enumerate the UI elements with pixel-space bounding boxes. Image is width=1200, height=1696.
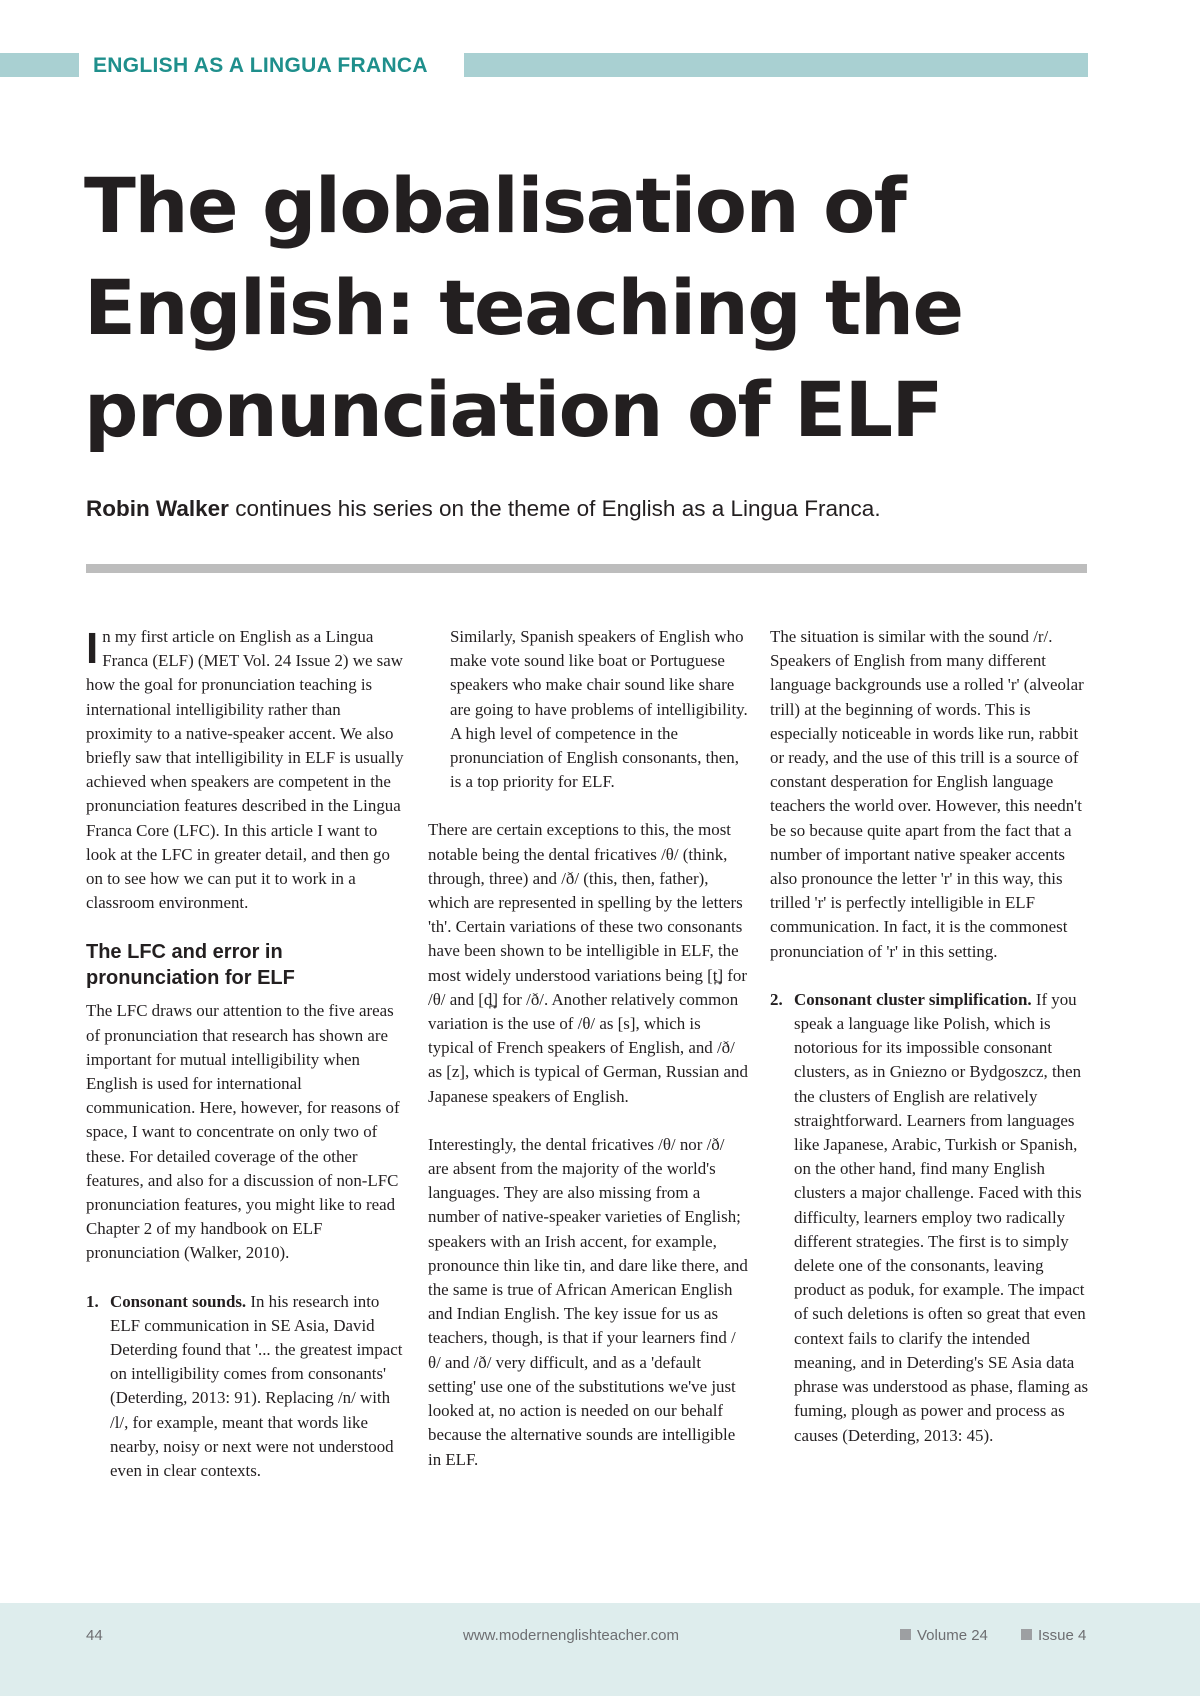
footer-url[interactable]: www.modernenglishteacher.com: [463, 1627, 679, 1644]
square-bullet-icon: [1021, 1629, 1032, 1640]
page-footer: [0, 1603, 1200, 1696]
paragraph: The LFC draws our attention to the five areas of pronunciation that research has shown are important for mutual intelligibility when English is used for international communication. Here, however, for reasons of space, I want to concentrate on only two of these. For detailed coverage of the other features, and also for a discussion of non-LFC pronunciation features, you might like to read Chapter 2 of my handbook on ELF pronunciation (Walker, 2010).: [86, 1001, 400, 1263]
volume-text: Volume 24: [917, 1627, 988, 1644]
column-3: [770, 625, 1090, 1448]
numbered-item-2: [770, 988, 1090, 1448]
drop-cap: I: [86, 624, 99, 673]
item-heading: Consonant cluster simplification.: [794, 989, 1032, 1009]
section-header-band: [0, 53, 1088, 77]
item-heading: Consonant sounds.: [110, 1291, 247, 1311]
square-bullet-icon: [900, 1629, 911, 1640]
header-band-right: [464, 53, 1088, 77]
paragraph: The situation is similar with the sound /r/. Speakers of English from many different language backgrounds use a rolled 'r' (alveolar trill) at the beginning of words. This is especially noticeable in words like run, rabbit or ready, and the use of this trill is a source of constant desperation for English language teachers the world over. However, this needn't be so because quite apart from the fact that a number of important native speaker accents also pronounce the letter 'r' in this way, this trilled 'r' is perfectly intelligible in ELF communication. In fact, it is the commonest pronunciation of 'r' in this setting.: [770, 627, 1084, 961]
paragraph: There are certain exceptions to this, the most notable being the dental fricatives /θ/ (think, through, three) and /ð/ (this, then, father), which are represented in spelling by the letters 'th'. Certain variations of these two consonants have been shown to be intelligible in ELF, the most widely understood variations being [t̪] for /θ/ and [d̪] for /ð/. Another relatively common variation is the use of /θ/ as [s], which is typical of French speakers of English, and /ð/ as [z], which is typical of German, Russian and Japanese speakers of English.: [428, 820, 748, 1106]
item-number: 1.: [86, 1291, 99, 1311]
item-text: If you speak a language like Polish, which is notorious for its impossible consonant clusters, as in Gniezno or Bydgoszcz, then the clusters of English are relatively straightforward. Learners from languages like Japanese, Arabic, Turkish or Spanish, on the other hand, find many English clusters a major challenge. Faced with this difficulty, learners employ two radically different strategies. The first is to simply delete one of the consonants, leaving product as poduk, for example. The impact of such deletions is often so great that even context fails to clarify the intended meaning, and in Deterding's SE Asia data phrase was understood as phase, flaming as fuming, plough as power and process as causes (Deterding, 2013: 45).: [794, 989, 1089, 1445]
column-1: [86, 625, 404, 1483]
byline-text: continues his series on the theme of English as a Lingua Franca.: [228, 496, 881, 521]
item-text: In his research into ELF communication in SE Asia, David Deterding found that '... the greatest impact on intelligibility comes from consonants' (Deterding, 2013: 91). Replacing /n/ with /l/, for example, meant that words like nearby, noisy or next were not understood even in clear contexts.: [110, 1291, 403, 1481]
section-label: ENGLISH AS A LINGUA FRANCA: [93, 54, 428, 77]
issue-text: Issue 4: [1038, 1627, 1087, 1644]
numbered-item-1: [86, 1290, 404, 1484]
header-band-left: [0, 53, 79, 77]
item-number: 2.: [770, 989, 783, 1009]
intro-paragraph: [86, 625, 404, 915]
footer-volume: [900, 1627, 988, 1644]
byline: [86, 496, 881, 522]
byline-author: Robin Walker: [86, 496, 229, 521]
footer-issue: [1021, 1627, 1086, 1644]
title-divider: [86, 564, 1087, 573]
page-number: 44: [86, 1627, 103, 1644]
article-title: The globalisation of English: teaching the pronunciation of ELF: [84, 161, 963, 454]
paragraph: Interestingly, the dental fricatives /θ/ nor /ð/ are absent from the majority of the world's languages. They are also missing from a number of native-speaker varieties of English; speakers with an Irish accent, for example, pronounce thin like tin, and dare like there, and the same is true of African American English and Indian English. The key issue for us as teachers, though, is that if your learners find /θ/ and /ð/ very difficult, and as a 'default setting' use one of the substitutions we've just looked at, no action is needed on our behalf because the alternative sounds are intelligible in ELF.: [428, 1134, 748, 1469]
subheading: The LFC and error in pronunciation for ELF: [86, 941, 295, 990]
intro-text: n my first article on English as a Lingua Franca (ELF) (MET Vol. 24 Issue 2) we saw how the goal for pronunciation teaching is international intelligibility rather than proximity to a native-speaker accent. We also briefly saw that intelligibility in ELF is usually achieved when speakers are competent in the pronunciation features described in the Lingua Franca Core (LFC). In this article I want to look at the LFC in greater detail, and then go on to see how we can put it to work in a classroom environment.: [86, 627, 404, 913]
column-2: [428, 625, 748, 1472]
paragraph: Similarly, Spanish speakers of English who make vote sound like boat or Portuguese speakers who make chair sound like share are going to have problems of intelligibility. A high level of competence in the pronunciation of English consonants, then, is a top priority for ELF.: [450, 627, 748, 792]
